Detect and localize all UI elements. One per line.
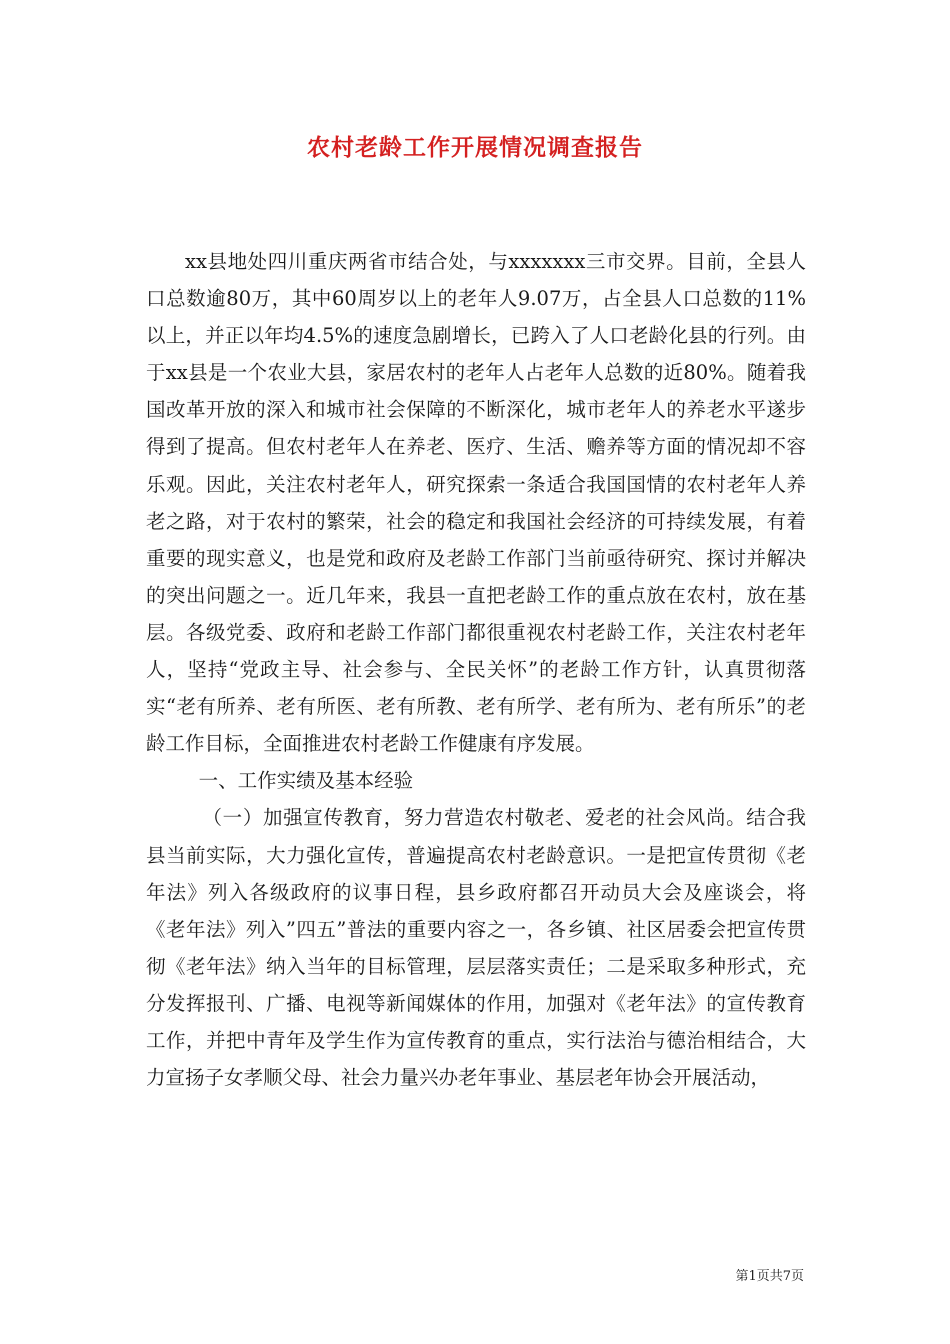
section-heading: 一、工作实绩及基本经验 bbox=[198, 769, 414, 793]
document-title: 农村老龄工作开展情况调查报告 bbox=[307, 134, 643, 161]
page-number: 第1页共7页 bbox=[735, 1269, 804, 1284]
document-body bbox=[146, 243, 806, 1096]
subsection-paragraph: （一）加强宣传教育，努力营造农村敬老、爱老的社会风尚。结合我县当前实际，大力强化宣传，普遍提高农村老龄意识。一是把宣传贯彻《老年法》列入各级政府的议事日程，县乡政府都召开动员大会及座谈会，将《老年法》列入”四五”普法的重要内容之一，各乡镇、社区居委会把宣传贯彻《老年法》纳入当年的目标管理，层层落实责任；二是采取多种形式，充分发挥报刊、广播、电视等新闻媒体的作用，加强对《老年法》的宣传教育工作，并把中青年及学生作为宣传教育的重点，实行法治与德治相结合，大力宣扬子女孝顺父母、社会力量兴办老年事业、基层老年协会开展活动， bbox=[146, 806, 806, 1090]
intro-paragraph: xx县地处四川重庆两省市结合处，与xxxxxxx三市交界。目前，全县人口总数逾80万，其中60周岁以上的老年人9.07万，占全县人口总数的11%以上，并正以年均4.5%的速度急剧增长，已跨入了人口老龄化县的行列。由于xx县是一个农业大县，家居农村的老年人占老年人总数的近80%。随着我国改革开放的深入和城市社会保障的不断深化，城市老年人的养老水平遂步得到了提高。但农村老年人在养老、医疗、生活、赡养等方面的情况却不容乐观。因此，关注农村老年人，研究探索一条适合我国国情的农村老年人养老之路，对于农村的繁荣，社会的稳定和我国社会经济的可持续发展，有着重要的现实意义，也是党和政府及老龄工作部门当前亟待研究、探讨并解决的突出问题之一。近几年来，我县一直把老龄工作的重点放在农村，放在基层。各级党委、政府和老龄工作部门都很重视农村老龄工作，关注农村老年人，坚持“党政主导、社会参与、全民关怀”的老龄工作方针，认真贯彻落实“老有所养、老有所医、老有所教、老有所学、老有所为、老有所乐”的老龄工作目标，全面推进农村老龄工作健康有序发展。 bbox=[146, 250, 806, 756]
